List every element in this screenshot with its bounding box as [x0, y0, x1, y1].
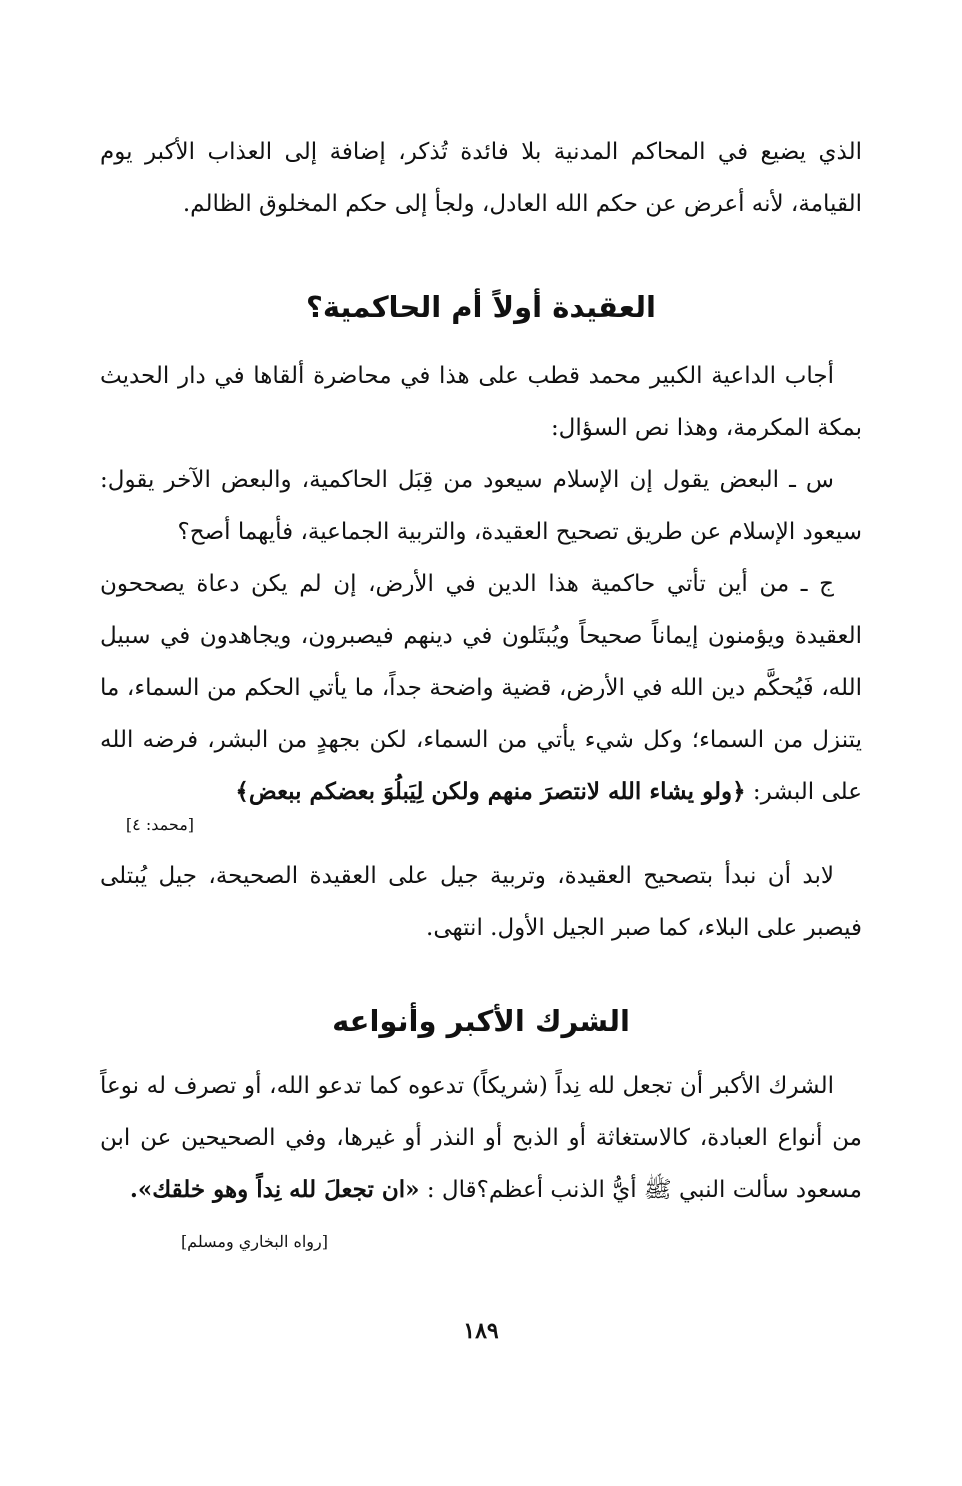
- intro-paragraph-block: [100, 126, 862, 230]
- section2-heading-block: [100, 1004, 862, 1038]
- section2-text: الشرك الأكبر أن تجعل لله نِداً (شريكاً) تدعوه كما تدعو الله، أو تصرف له نوعاً من أنواع العبادة، كالاستغاثة أو الذبح أو النذر أو غيرها، وفي الصحيحين عن ابن مسعود سألت النبي ﷺ أيُّ الذنب أعظم؟قال :: [100, 1073, 862, 1203]
- quran-reference: [محمد: ٤]: [125, 815, 194, 834]
- section2-paragraph: [100, 1060, 862, 1216]
- answer-text: ج ـ من أين تأتي حاكمية هذا الدين في الأرض، إن لم يكن دعاة يصححون العقيدة ويؤمنون إيماناً صحيحاً ويُبتَلون في دينهم فيصبرون، ويجاهدون في سبيل الله، فَيُحكَّم دين الله في الأرض، قضية واضحة جداً، ما يأتي الحكم من السماء، ما يتنزل من السماء؛ وكل شيء يأتي من السماء، لكن بجهدٍ من البشر، فرضه الله على البشر:: [100, 571, 862, 805]
- conclusion-paragraph: لابد أن نبدأ بتصحيح العقيدة، وتربية جيل على العقيدة الصحيحة، جيل يُبتلى فيصبر على البلاء، كما صبر الجيل الأول. انتهى.: [100, 863, 862, 941]
- section1-heading-block: [100, 290, 862, 324]
- section1-intro-block: [100, 350, 862, 454]
- section-title-aqeedah: العقيدة أولاً أم الحاكمية؟: [306, 290, 656, 324]
- quran-quote: ﴿ولو يشاء الله لانتصرَ منهم ولكن لِيَبلُوَ بعضكم ببعض﴾: [235, 778, 746, 805]
- question-paragraph: س ـ البعض يقول إن الإسلام سيعود من قِبَل الحاكمية، والبعض الآخر يقول: سيعود الإسلام عن طريق تصحيح العقيدة، والتربية الجماعية، فأيهما أصح؟: [100, 467, 862, 545]
- section1-intro-paragraph: أجاب الداعية الكبير محمد قطب على هذا في محاضرة ألقاها في دار الحديث بمكة المكرمة، وهذا نص السؤال:: [100, 363, 862, 441]
- section-title-shirk: الشرك الأكبر وأنواعه: [332, 1004, 630, 1038]
- conclusion-block: [100, 850, 862, 954]
- answer-block: [100, 558, 862, 818]
- intro-paragraph: الذي يضيع في المحاكم المدنية بلا فائدة تُذكر، إضافة إلى العذاب الأكبر يوم القيامة، لأنه أعرض عن حكم الله العادل، ولجأ إلى حكم المخلوق الظالم.: [100, 139, 862, 217]
- hadith-quote: «ان تجعلَ لله نِداً وهو خلقك».: [129, 1176, 420, 1203]
- answer-paragraph: [100, 558, 862, 818]
- section2-body-block: [100, 1060, 862, 1216]
- page-number: ١٨٩: [463, 1318, 499, 1344]
- hadith-reference: [رواه البخاري ومسلم]: [180, 1232, 328, 1251]
- question-block: [100, 454, 862, 558]
